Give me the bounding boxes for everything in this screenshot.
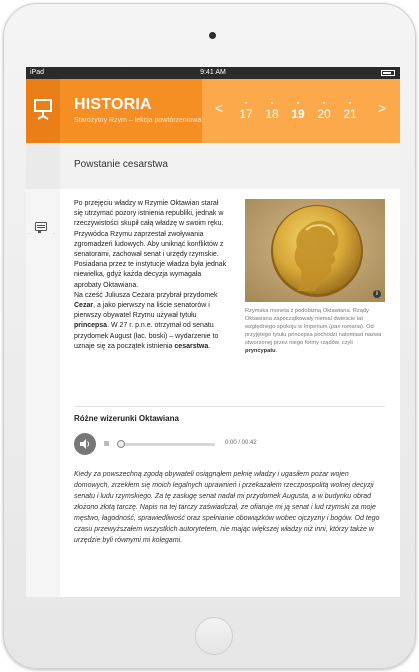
- page-title: HISTORIA: [74, 96, 152, 113]
- page-marker-dot: ●: [348, 100, 352, 105]
- play-button[interactable]: [74, 433, 96, 455]
- coin-illustration: [245, 199, 385, 302]
- page-pager: [202, 79, 400, 143]
- info-icon[interactable]: i: [373, 290, 381, 298]
- lesson-subtitle: Starożytny Rzym – lekcja powtórzeniowa: [74, 117, 202, 124]
- page-17[interactable]: 17: [239, 107, 253, 121]
- section-bar-gutter: [26, 143, 60, 189]
- playback-time: 0:00 / 00:42: [225, 440, 257, 446]
- app-screen: [26, 67, 400, 597]
- section-bar: [26, 143, 400, 190]
- image-caption: Rzymska moneta z podobizną Oktawiana. Rządy Oktawiana zapoczątkowały niemal dwieście lat względnego spokoju w Imperium (pax romana). Od przyjętego tytułu princepsa pochodzi natomiast nazwa stworzonej przez niego formy rządów, czyli pryncypatu.: [245, 308, 382, 354]
- page-19[interactable]: 19: [291, 107, 305, 121]
- gutter-dash-left: ·: [28, 231, 30, 237]
- progress-track[interactable]: [117, 443, 215, 446]
- stop-button[interactable]: [104, 441, 109, 446]
- home-button[interactable]: [195, 617, 233, 655]
- side-gutter: [26, 189, 60, 597]
- subject-icon-box: [26, 79, 60, 143]
- progress-handle[interactable]: [117, 440, 125, 448]
- front-camera: [209, 32, 216, 39]
- source-quote: Kiedy za powszechną zgodą obywateli osiągnąłem pełnię władzy i ugasiłem pożar wojen domowych, zrzekłem się moich legalnych uprawnień i przekazałem rzeczpospolitą wolnej decyzji senatu i ludu rzymskiego. Za tę zasługę senat nadał mi przydomek Augusta, a w budynku obrad złożono złotą tarczę. Napis na tej tarczy zaświadczał, że ofiaruje mi ją senat i lud rzymski za moje męstwo, łagodność, sprawiedliwość oraz spełnianie obowiązków wobec ojczyzny i bogów. Od tego czasu przewyższałem wszystkich autorytetem, nie mając większej władzy niż inni, którzy także w urzędzie byli równymi mi kolegami.: [74, 471, 380, 544]
- page-21[interactable]: 21: [343, 107, 357, 121]
- audio-player: [74, 433, 308, 455]
- page-20[interactable]: 20: [317, 107, 331, 121]
- article-text: [74, 199, 229, 352]
- prev-page-button[interactable]: <: [215, 100, 224, 116]
- lesson-content: [60, 189, 400, 597]
- article-paragraph: Przywódca Rzymu zaprzestał zwoływania zgromadzeń ludowych. Aby uniknąć konfliktów z senatorami, zachował senat i urzędy rzymskie. Posiadana przez te instytucje władza była jednak niewielka, gdyż każda decyzja wymagała aprobaty Oktawiana.: [74, 230, 227, 289]
- status-bar: [26, 67, 400, 79]
- clock: 9:41 AM: [200, 69, 226, 76]
- subsection-title: Różne wizerunki Oktawiana: [74, 414, 179, 423]
- note-icon[interactable]: [35, 222, 49, 233]
- article-paragraph: Na cześć Juliusza Cezara przybrał przydomek Cezar, a jako pierwszy na liście senatorów i pierwszy obywatel Rzymu używał tytułu princepsa. W 27 r. p.n.e. otrzymał od senatu przydomek August (łac. boski) – wydarzenie to uznaje się za początek istnienia cesarstwa.: [74, 291, 219, 350]
- section-divider: [74, 406, 385, 407]
- next-page-button[interactable]: >: [378, 100, 387, 116]
- coin-image[interactable]: [245, 199, 385, 302]
- carrier-label: iPad: [30, 69, 45, 76]
- battery-icon: [381, 70, 395, 76]
- volume-icon: [79, 438, 91, 450]
- gutter-dash-right: ·: [53, 231, 55, 237]
- page-marker-dot: ●: [244, 100, 248, 105]
- article-paragraph: Po przejęciu władzy w Rzymie Oktawian starał się utrzymać pozory istnienia republiki, jednak w rzeczywistości skupił całą władzę w swoim ręku.: [74, 200, 224, 228]
- section-title: Powstanie cesarstwa: [74, 159, 168, 170]
- page-marker-dot: ●: [322, 100, 326, 105]
- page-marker-dot: ●: [296, 100, 300, 105]
- app-header: [26, 79, 400, 143]
- page-18[interactable]: 18: [265, 107, 279, 121]
- page-marker-dot: ●: [270, 100, 274, 105]
- tablet-frame: [3, 3, 416, 669]
- presentation-icon: [33, 98, 53, 120]
